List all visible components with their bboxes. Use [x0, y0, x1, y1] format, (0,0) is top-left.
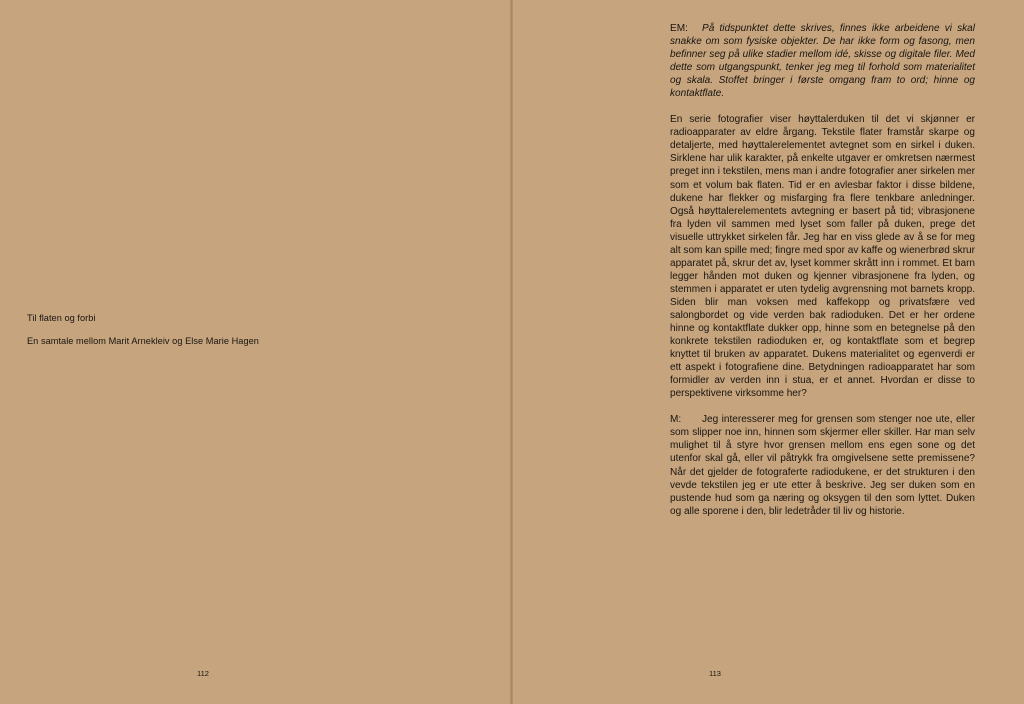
- paragraph-text: En serie fotografier viser høyttalerduken til det vi skjønner er radioapparater av eldre årgang. Tekstile flater framstår skarpe og detaljerte, med høyttalerelementet avtegnet som en sirkel i duken. Sirklene har ulik karakter, på enkelte utgaver er omkretsen nærmest preget inn i tekstilen, mens man i andre fotografier aner sirkelen mer som et volum bak flaten. Tid er en avlesbar faktor i disse bildene, dukene har flekker og misfarging fra flere tenkbare anledninger. Også høyttalerelementets avtegning er basert på tid; vibrasjonene fra lyden vil sammen med lyset som faller på duken, prege det visuelle uttrykket sirkelen får. Jeg har en viss glede av å se for meg alt som kan spille med; fingre med spor av kaffe og wienerbrød skrur apparatet på, skrur det av, lyset kommer skrått inn i rommet. Et barn legger hånden mot duken og kjenner vibrasjonene fra lyden, og stemmen i apparatet er uten tydelig avgrensning mot barnets kropp. Siden blir man voksen med kaffekopp og privatsfære ved salongbordet og vide verden bak radioduken. Det er her ordene hinne og kontaktflate dukker opp, hinne som en betegnelse på den konkrete tekstilen radioduken er, og kontaktflate som et begrep knyttet til bruken av apparatet. Dukens materialitet og egenverdi er ett aspekt i fotografiene dine. Betydningen radioapparatet har som formidler av verden inn i stua, er et annet. Hvordan er disse to perspektivene virksomme her?: [670, 114, 975, 400]
- article-subtitle: En samtale mellom Marit Arnekleiv og Else Marie Hagen: [27, 336, 259, 346]
- page-number-left: 112: [197, 669, 209, 678]
- left-page: [0, 0, 511, 704]
- right-page: [513, 0, 1024, 704]
- paragraph-text: På tidspunktet dette skrives, finnes ikke arbeidene vi skal snakke om som fysiske objekter. De har ikke form og fasong, men befinner seg på ulike stadier mellom idé, skisse og digitale filer. Med dette som utgangspunkt, tenker jeg meg til forhold som materialitet og skala. Stoffet bringer i første omgang fram to ord; hinne og kontaktflate.: [670, 23, 975, 100]
- page-number-right: 113: [709, 669, 721, 678]
- paragraph-em-question: [670, 22, 975, 100]
- paragraph-m-answer: [670, 413, 975, 517]
- paragraph-text: Jeg interesserer meg for grensen som stenger noe ute, eller som slipper noe inn, hinnen som skjermer eller skiller. Har man selv mulighet til å styre hvor grensen mellom ens egen sone og det utenfor skal gå, eller vil påtrykk fra omgivelsene sette premissene? Når det gjelder de fotograferte radiodukene, er det strukturen i den vevde tekstilen jeg er ute etter å beskrive. Jeg ser duken som en pustende hud som ga næring og oksygen til den som lyttet. Duken og alle sporene i den, blir ledetråder til liv og historie.: [670, 414, 975, 517]
- paragraph-em-photographs: [670, 113, 975, 400]
- body-text: [670, 22, 975, 531]
- title-block: [27, 312, 259, 348]
- speaker-label: EM:: [670, 23, 688, 34]
- speaker-label: M:: [670, 414, 682, 426]
- article-title: Til flaten og forbi: [27, 313, 96, 323]
